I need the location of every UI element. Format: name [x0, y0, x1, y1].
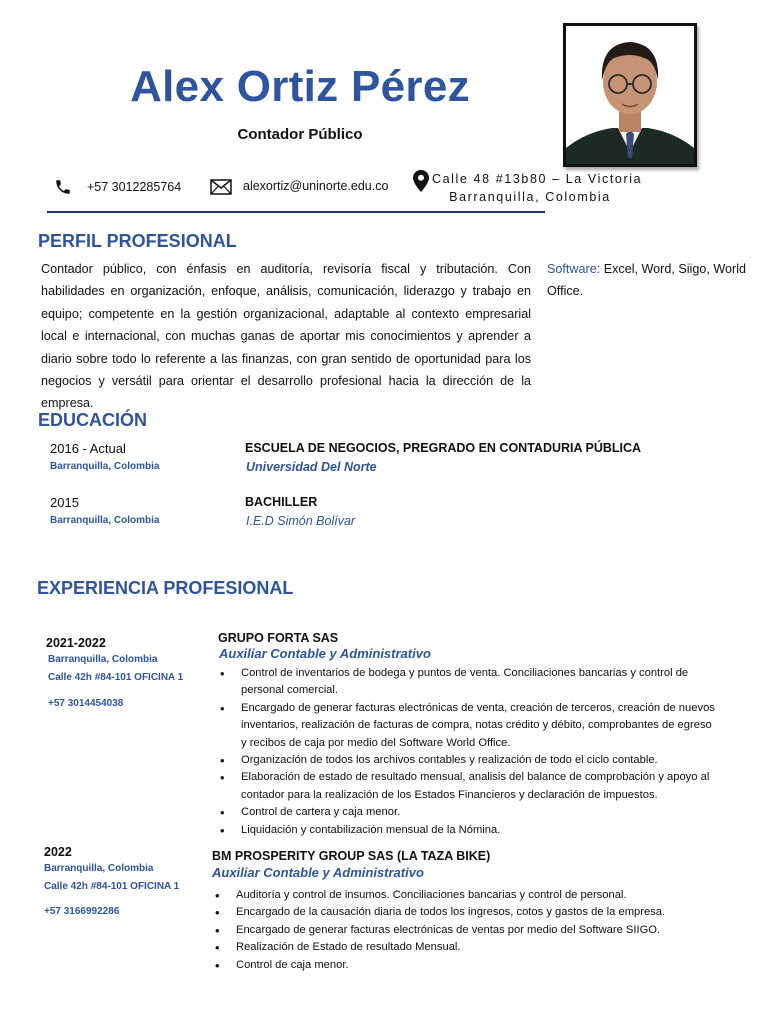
list-item: • Liquidación y contabilización mensual de la Nómina. — [218, 822, 718, 839]
education-degree: ESCUELA DE NEGOCIOS, PREGRADO EN CONTADURIA PÚBLICA — [245, 441, 642, 455]
header-divider — [47, 211, 545, 213]
job-years: 2022 — [44, 845, 72, 859]
experience-heading: EXPERIENCIA PROFESIONAL — [37, 578, 294, 598]
job-role: Auxiliar Contable y Administrativo — [212, 865, 424, 880]
profile-photo — [563, 23, 697, 167]
job-title: Contador Público — [237, 126, 363, 143]
education-institution: Universidad Del Norte — [246, 460, 377, 474]
email-address: alexortiz@uninorte.edu.co — [243, 179, 389, 193]
list-item: • Control de cartera y caja menor. — [218, 804, 718, 821]
job-address: Calle 42h #84-101 OFICINA 1 — [48, 672, 184, 683]
address-line-1: Calle 48 #13b80 – La Victoria — [432, 172, 643, 186]
phone-number: +57 3012285764 — [87, 180, 182, 194]
candidate-name: Alex Ortiz Pérez — [130, 62, 470, 111]
list-item: • Encargado de la causación diaria de todos los ingresos, cotos y gastos de la empresa. — [213, 904, 713, 921]
job-duties — [218, 665, 718, 839]
mail-icon — [210, 179, 232, 195]
software-skills — [547, 258, 747, 303]
list-item: • Auditoría y control de insumos. Conciliaciones bancarias y control de personal. — [213, 887, 713, 904]
list-item: • Control de inventarios de bodega y puntos de venta. Conciliaciones bancarias y control de personal comercial. — [218, 665, 718, 700]
job-company: GRUPO FORTA SAS — [218, 631, 339, 645]
list-item: • Elaboración de estado de resultado mensual, analisis del balance de comprobación y apoyo al contador para la realización de los Estados Financieros y declaración de impuestos. — [218, 769, 718, 804]
education-city: Barranquilla, Colombia — [50, 461, 160, 472]
job-city: Barranquilla, Colombia — [48, 654, 158, 665]
address-line-2: Barranquilla, Colombia — [449, 190, 611, 204]
list-item: • Realización de Estado de resultado Mensual. — [213, 939, 713, 956]
job-phone: +57 3014454038 — [48, 698, 124, 709]
list-item: • Organización de todos los archivos contables y realización de todo el ciclo contable. — [218, 752, 718, 769]
location-pin-icon — [413, 170, 429, 192]
address-block — [432, 170, 643, 206]
software-list: Excel, Word, Siigo, World Office. — [547, 262, 747, 299]
education-institution: I.E.D Simón Bolívar — [246, 514, 356, 528]
education-city: Barranquilla, Colombia — [50, 515, 160, 526]
education-year: 2016 - Actual — [50, 441, 126, 456]
list-item: • Control de caja menor. — [213, 957, 713, 974]
job-city: Barranquilla, Colombia — [44, 863, 154, 874]
job-role: Auxiliar Contable y Administrativo — [219, 646, 431, 661]
job-company: BM PROSPERITY GROUP SAS (LA TAZA BIKE) — [212, 849, 491, 863]
profile-heading: PERFIL PROFESIONAL — [38, 231, 237, 251]
phone-icon — [54, 178, 72, 196]
education-year: 2015 — [50, 495, 79, 510]
job-phone: +57 3166992286 — [44, 906, 120, 917]
job-address: Calle 42h #84-101 OFICINA 1 — [44, 881, 180, 892]
software-label: Software: — [547, 262, 601, 276]
job-years: 2021-2022 — [46, 636, 106, 650]
education-heading: EDUCACIÓN — [38, 410, 148, 430]
profile-text: Contador público, con énfasis en auditoría, revisoría fiscal y tributación. Con habilidades en organización, enfoque, análisis, comunicación, liderazgo y trabajo en equipo; competente en la gestión organizacional, adaptable al contexto empresarial local e internacional, con muchas ganas de aportar mis conocimientos y aprender a diario sobre todo lo referente a las finanzas, con gran sentido de oportunidad para los negocios y versátil para orientar el desarrollo profesional hacia la dirección de la empresa. — [41, 262, 531, 411]
education-degree: BACHILLER — [245, 495, 318, 509]
job-duties — [213, 887, 713, 974]
list-item: • Encargado de generar facturas electrónicas de ventas por medio del Software SIIGO. — [213, 922, 713, 939]
list-item: • Encargado de generar facturas electrónicas de venta, creación de terceros, creación de nuevos inventarios, realización de facturas de compra, notas crédito y débito, comprobantes de egreso y recibos de caja por medio del Software World Office. — [218, 700, 718, 752]
